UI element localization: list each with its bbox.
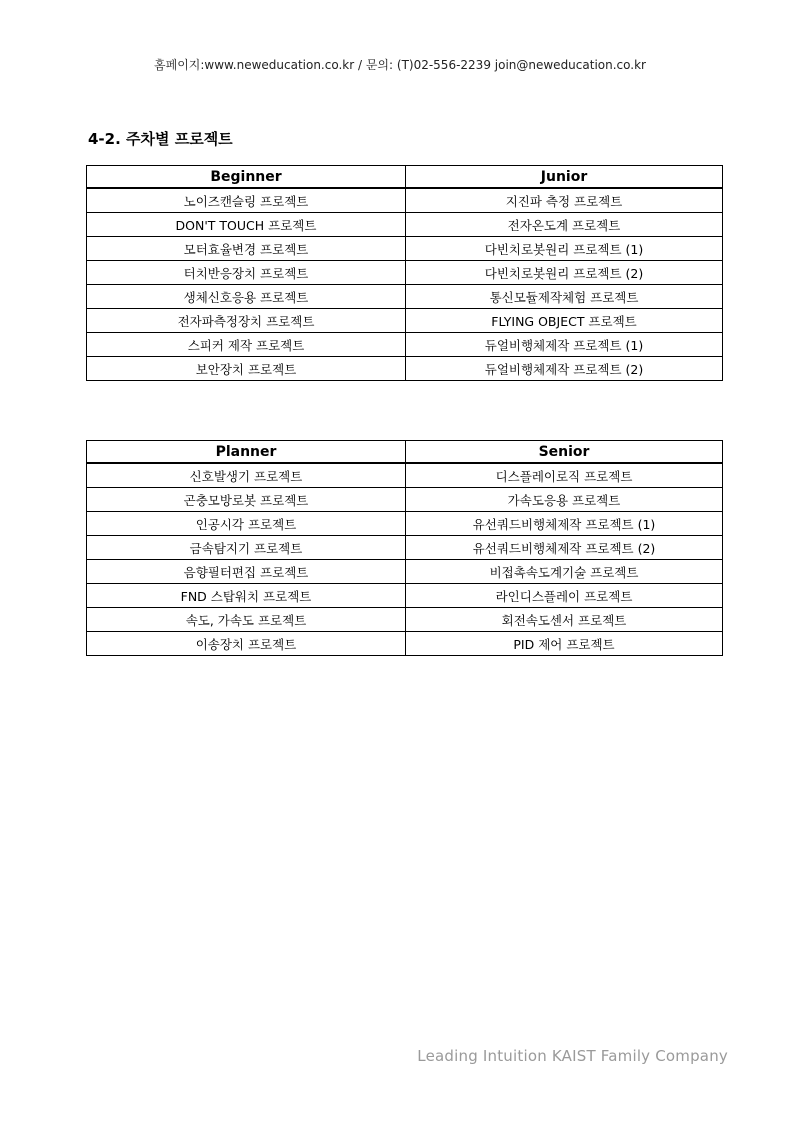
table-cell: FND 스탑워치 프로젝트	[87, 584, 406, 608]
table-cell: DON'T TOUCH 프로젝트	[87, 213, 406, 237]
table-cell: 금속탐지기 프로젝트	[87, 536, 406, 560]
table-cell: 전자온도계 프로젝트	[406, 213, 723, 237]
table-cell: 전자파측정장치 프로젝트	[87, 309, 406, 333]
column-header-senior: Senior	[406, 441, 723, 464]
table-cell: 듀얼비행체제작 프로젝트 (2)	[406, 357, 723, 381]
table-cell: 노이즈캔슬링 프로젝트	[87, 188, 406, 213]
table-cell: 가속도응용 프로젝트	[406, 488, 723, 512]
table-cell: 유선쿼드비행체제작 프로젝트 (1)	[406, 512, 723, 536]
table-row	[87, 285, 723, 309]
table-cell: 디스플레이로직 프로젝트	[406, 463, 723, 488]
project-table-planner-senior	[86, 440, 723, 656]
column-header-beginner: Beginner	[87, 166, 406, 189]
table-cell: 보안장치 프로젝트	[87, 357, 406, 381]
table-cell: 지진파 측정 프로젝트	[406, 188, 723, 213]
table-cell: 회전속도센서 프로젝트	[406, 608, 723, 632]
page-footer: Leading Intuition KAIST Family Company	[417, 1047, 728, 1065]
table-row	[87, 237, 723, 261]
table-cell: 음향필터편집 프로젝트	[87, 560, 406, 584]
table-cell: 비접촉속도계기술 프로젝트	[406, 560, 723, 584]
table-row	[87, 333, 723, 357]
table-row	[87, 536, 723, 560]
table-cell: 인공시각 프로젝트	[87, 512, 406, 536]
table-cell: 유선쿼드비행체제작 프로젝트 (2)	[406, 536, 723, 560]
table-header-row	[87, 441, 723, 464]
table-row	[87, 357, 723, 381]
table-header-row	[87, 166, 723, 189]
column-header-junior: Junior	[406, 166, 723, 189]
table-cell: 이송장치 프로젝트	[87, 632, 406, 656]
table-row	[87, 463, 723, 488]
table-cell: 터치반응장치 프로젝트	[87, 261, 406, 285]
table-cell: 라인디스플레이 프로젝트	[406, 584, 723, 608]
table-row	[87, 584, 723, 608]
table-cell: 속도, 가속도 프로젝트	[87, 608, 406, 632]
table-row	[87, 488, 723, 512]
table-cell: 통신모듈제작체험 프로젝트	[406, 285, 723, 309]
table-cell: 듀얼비행체제작 프로젝트 (1)	[406, 333, 723, 357]
table-row	[87, 188, 723, 213]
table-cell: 곤충모방로봇 프로젝트	[87, 488, 406, 512]
table-cell: PID 제어 프로젝트	[406, 632, 723, 656]
column-header-planner: Planner	[87, 441, 406, 464]
table-cell: FLYING OBJECT 프로젝트	[406, 309, 723, 333]
table-cell: 다빈치로봇원리 프로젝트 (2)	[406, 261, 723, 285]
table-row	[87, 632, 723, 656]
table-row	[87, 512, 723, 536]
table-cell: 모터효율변경 프로젝트	[87, 237, 406, 261]
table-row	[87, 560, 723, 584]
table-row	[87, 261, 723, 285]
section-title: 4-2. 주차별 프로젝트	[88, 130, 233, 148]
table-row	[87, 309, 723, 333]
page-header: 홈페이지:www.neweducation.co.kr / 문의: (T)02-556-2239 join@neweducation.co.kr	[154, 58, 646, 72]
project-table-beginner-junior	[86, 165, 723, 381]
table-cell: 신호발생기 프로젝트	[87, 463, 406, 488]
table-cell: 다빈치로봇원리 프로젝트 (1)	[406, 237, 723, 261]
table-cell: 생체신호응용 프로젝트	[87, 285, 406, 309]
table-cell: 스피커 제작 프로젝트	[87, 333, 406, 357]
table-row	[87, 608, 723, 632]
table-row	[87, 213, 723, 237]
